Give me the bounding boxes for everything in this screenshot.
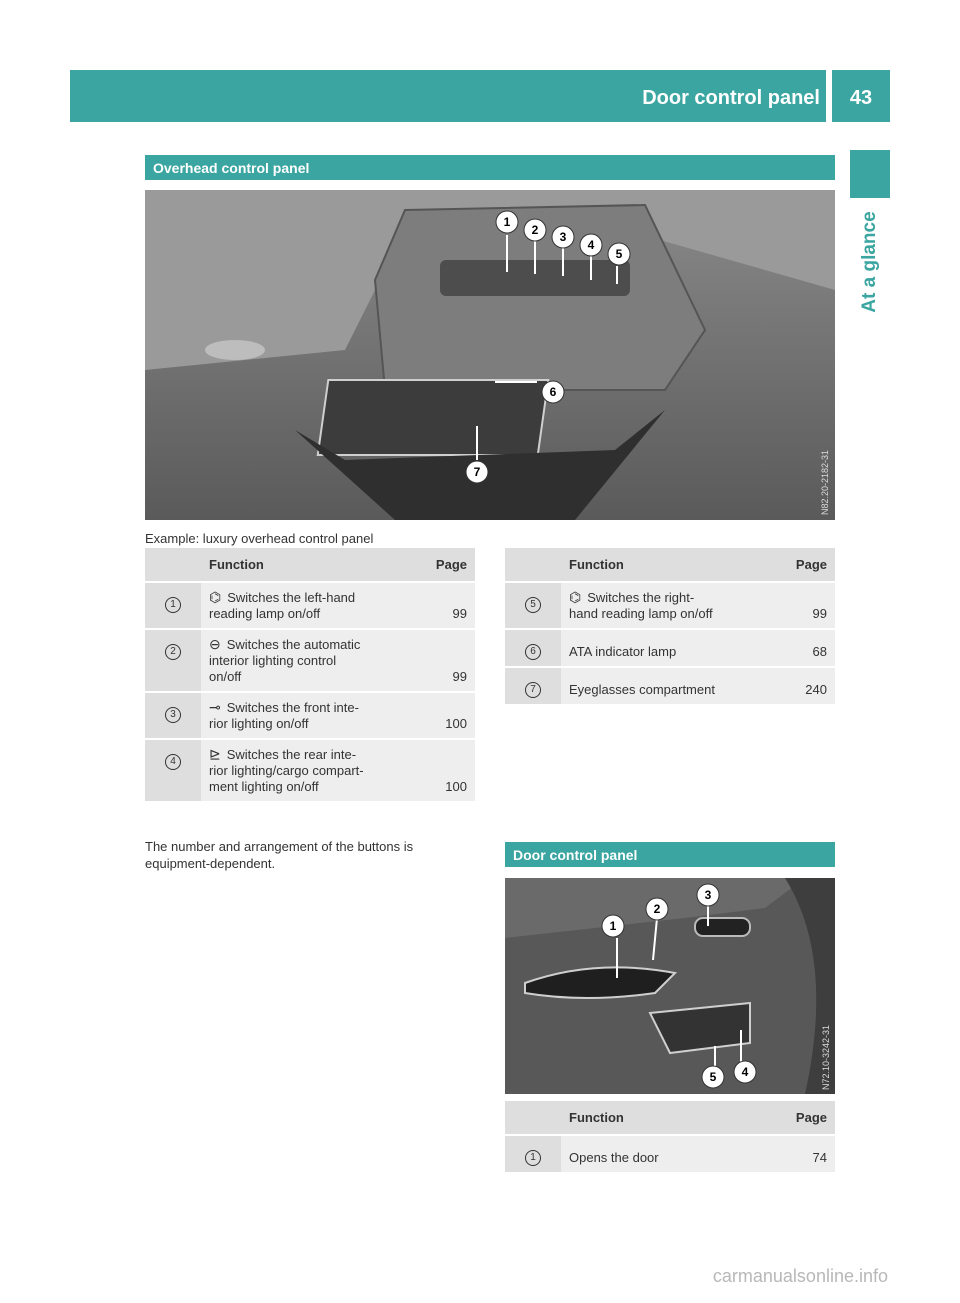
svg-text:5: 5	[615, 247, 623, 261]
left-reading-lamp-icon: ⌬	[209, 589, 222, 605]
table-row	[145, 629, 475, 692]
callout-5	[608, 243, 630, 265]
section-title-overhead: Overhead control panel	[145, 155, 835, 180]
table-row	[145, 582, 475, 629]
function-text: hand reading lamp on/off	[569, 606, 713, 621]
right-reading-lamp-icon: ⌬	[569, 589, 582, 605]
table-row	[505, 667, 835, 705]
row-number-badge: 3	[165, 707, 181, 723]
col-header-page: Page	[775, 548, 835, 582]
row-number-badge: 6	[525, 644, 541, 660]
door-image-code: N72.10-3242-31	[821, 1024, 831, 1090]
function-cell	[561, 582, 775, 629]
function-cell	[561, 1135, 775, 1173]
function-text: ment lighting on/off	[209, 779, 319, 794]
svg-text:3: 3	[559, 230, 567, 244]
col-header-page: Page	[415, 548, 475, 582]
svg-text:4: 4	[587, 238, 595, 252]
function-cell	[201, 582, 415, 629]
side-tab-label: At a glance	[859, 211, 880, 313]
row-number-badge: 4	[165, 754, 181, 770]
photo-caption: Example: luxury overhead control panel	[145, 531, 374, 546]
page-ref: 99	[775, 582, 835, 629]
svg-text:3: 3	[704, 888, 712, 902]
col-header-page: Page	[775, 1101, 835, 1135]
door-callout-1	[602, 915, 624, 937]
side-tab-marker	[850, 150, 890, 198]
auto-interior-lighting-icon: ⊖	[209, 636, 221, 652]
page-number: 43	[849, 87, 873, 109]
table-row	[505, 582, 835, 629]
function-text: ⊸ Switches the front inte-	[209, 699, 359, 715]
svg-text:2: 2	[653, 902, 661, 916]
table-row	[145, 692, 475, 739]
callout-4	[580, 234, 602, 256]
front-interior-lighting-icon: ⊸	[209, 699, 221, 715]
door-callout-4	[734, 1061, 756, 1083]
door-callout-3	[697, 884, 719, 906]
door-callout-5	[702, 1066, 724, 1088]
callout-3	[552, 226, 574, 248]
callout-1	[496, 211, 518, 233]
rear-interior-lighting-icon: ⊵	[209, 746, 221, 762]
function-text: Eyeglasses compartment	[569, 682, 715, 697]
function-text: rior lighting on/off	[209, 716, 309, 731]
door-callout-2	[646, 898, 668, 920]
page-ref: 99	[415, 582, 475, 629]
function-text: ⌬ Switches the right-	[569, 589, 695, 605]
overhead-panel-photo	[145, 190, 835, 520]
page-ref: 99	[415, 629, 475, 692]
row-number-badge: 1	[525, 1150, 541, 1166]
function-table-right	[505, 548, 835, 706]
function-cell	[201, 692, 415, 739]
svg-text:1: 1	[503, 215, 511, 229]
svg-text:7: 7	[473, 465, 481, 479]
page-ref: 240	[775, 667, 835, 705]
row-number-badge: 7	[525, 682, 541, 698]
body-text: The number and arrangement of the buttons is equipment-dependent.	[145, 839, 414, 871]
svg-text:4: 4	[741, 1065, 749, 1079]
image-code: N82.20-2182-31	[820, 449, 830, 515]
svg-text:6: 6	[549, 385, 557, 399]
function-text: ⊖ Switches the automatic	[209, 636, 361, 652]
door-function-table	[505, 1101, 835, 1174]
callout-6	[542, 381, 564, 403]
function-text: reading lamp on/off	[209, 606, 321, 621]
col-header-function: Function	[561, 1101, 775, 1135]
svg-text:2: 2	[531, 223, 539, 237]
table-row	[145, 739, 475, 802]
page-ref: 74	[775, 1135, 835, 1173]
section-title-door: Door control panel	[505, 842, 835, 867]
function-text: interior lighting control	[209, 653, 337, 668]
row-number-badge: 2	[165, 644, 181, 660]
table-row	[505, 629, 835, 667]
svg-text:1: 1	[609, 919, 617, 933]
footer-watermark: carmanualsonline.info	[712, 1266, 888, 1286]
page-ref: 100	[415, 739, 475, 802]
function-cell	[561, 629, 775, 667]
col-header-function: Function	[561, 548, 775, 582]
svg-text:5: 5	[709, 1070, 717, 1084]
col-header-function: Function	[201, 548, 415, 582]
table-row	[505, 1135, 835, 1173]
page-ref: 68	[775, 629, 835, 667]
function-text: on/off	[209, 669, 242, 684]
function-text: Opens the door	[569, 1150, 659, 1165]
function-cell	[561, 667, 775, 705]
function-cell	[201, 629, 415, 692]
function-cell	[201, 739, 415, 802]
page-title: Door control panel	[642, 87, 820, 109]
function-text: ⌬ Switches the left-hand	[209, 589, 356, 605]
callout-2	[524, 219, 546, 241]
function-text: ATA indicator lamp	[569, 644, 677, 659]
function-text: rior lighting/cargo compart-	[209, 763, 364, 778]
row-number-badge: 5	[525, 597, 541, 613]
door-panel-photo	[505, 878, 835, 1094]
row-number-badge: 1	[165, 597, 181, 613]
page-ref: 100	[415, 692, 475, 739]
function-text: ⊵ Switches the rear inte-	[209, 746, 357, 762]
callout-7	[466, 461, 488, 483]
function-table-left	[145, 548, 475, 803]
